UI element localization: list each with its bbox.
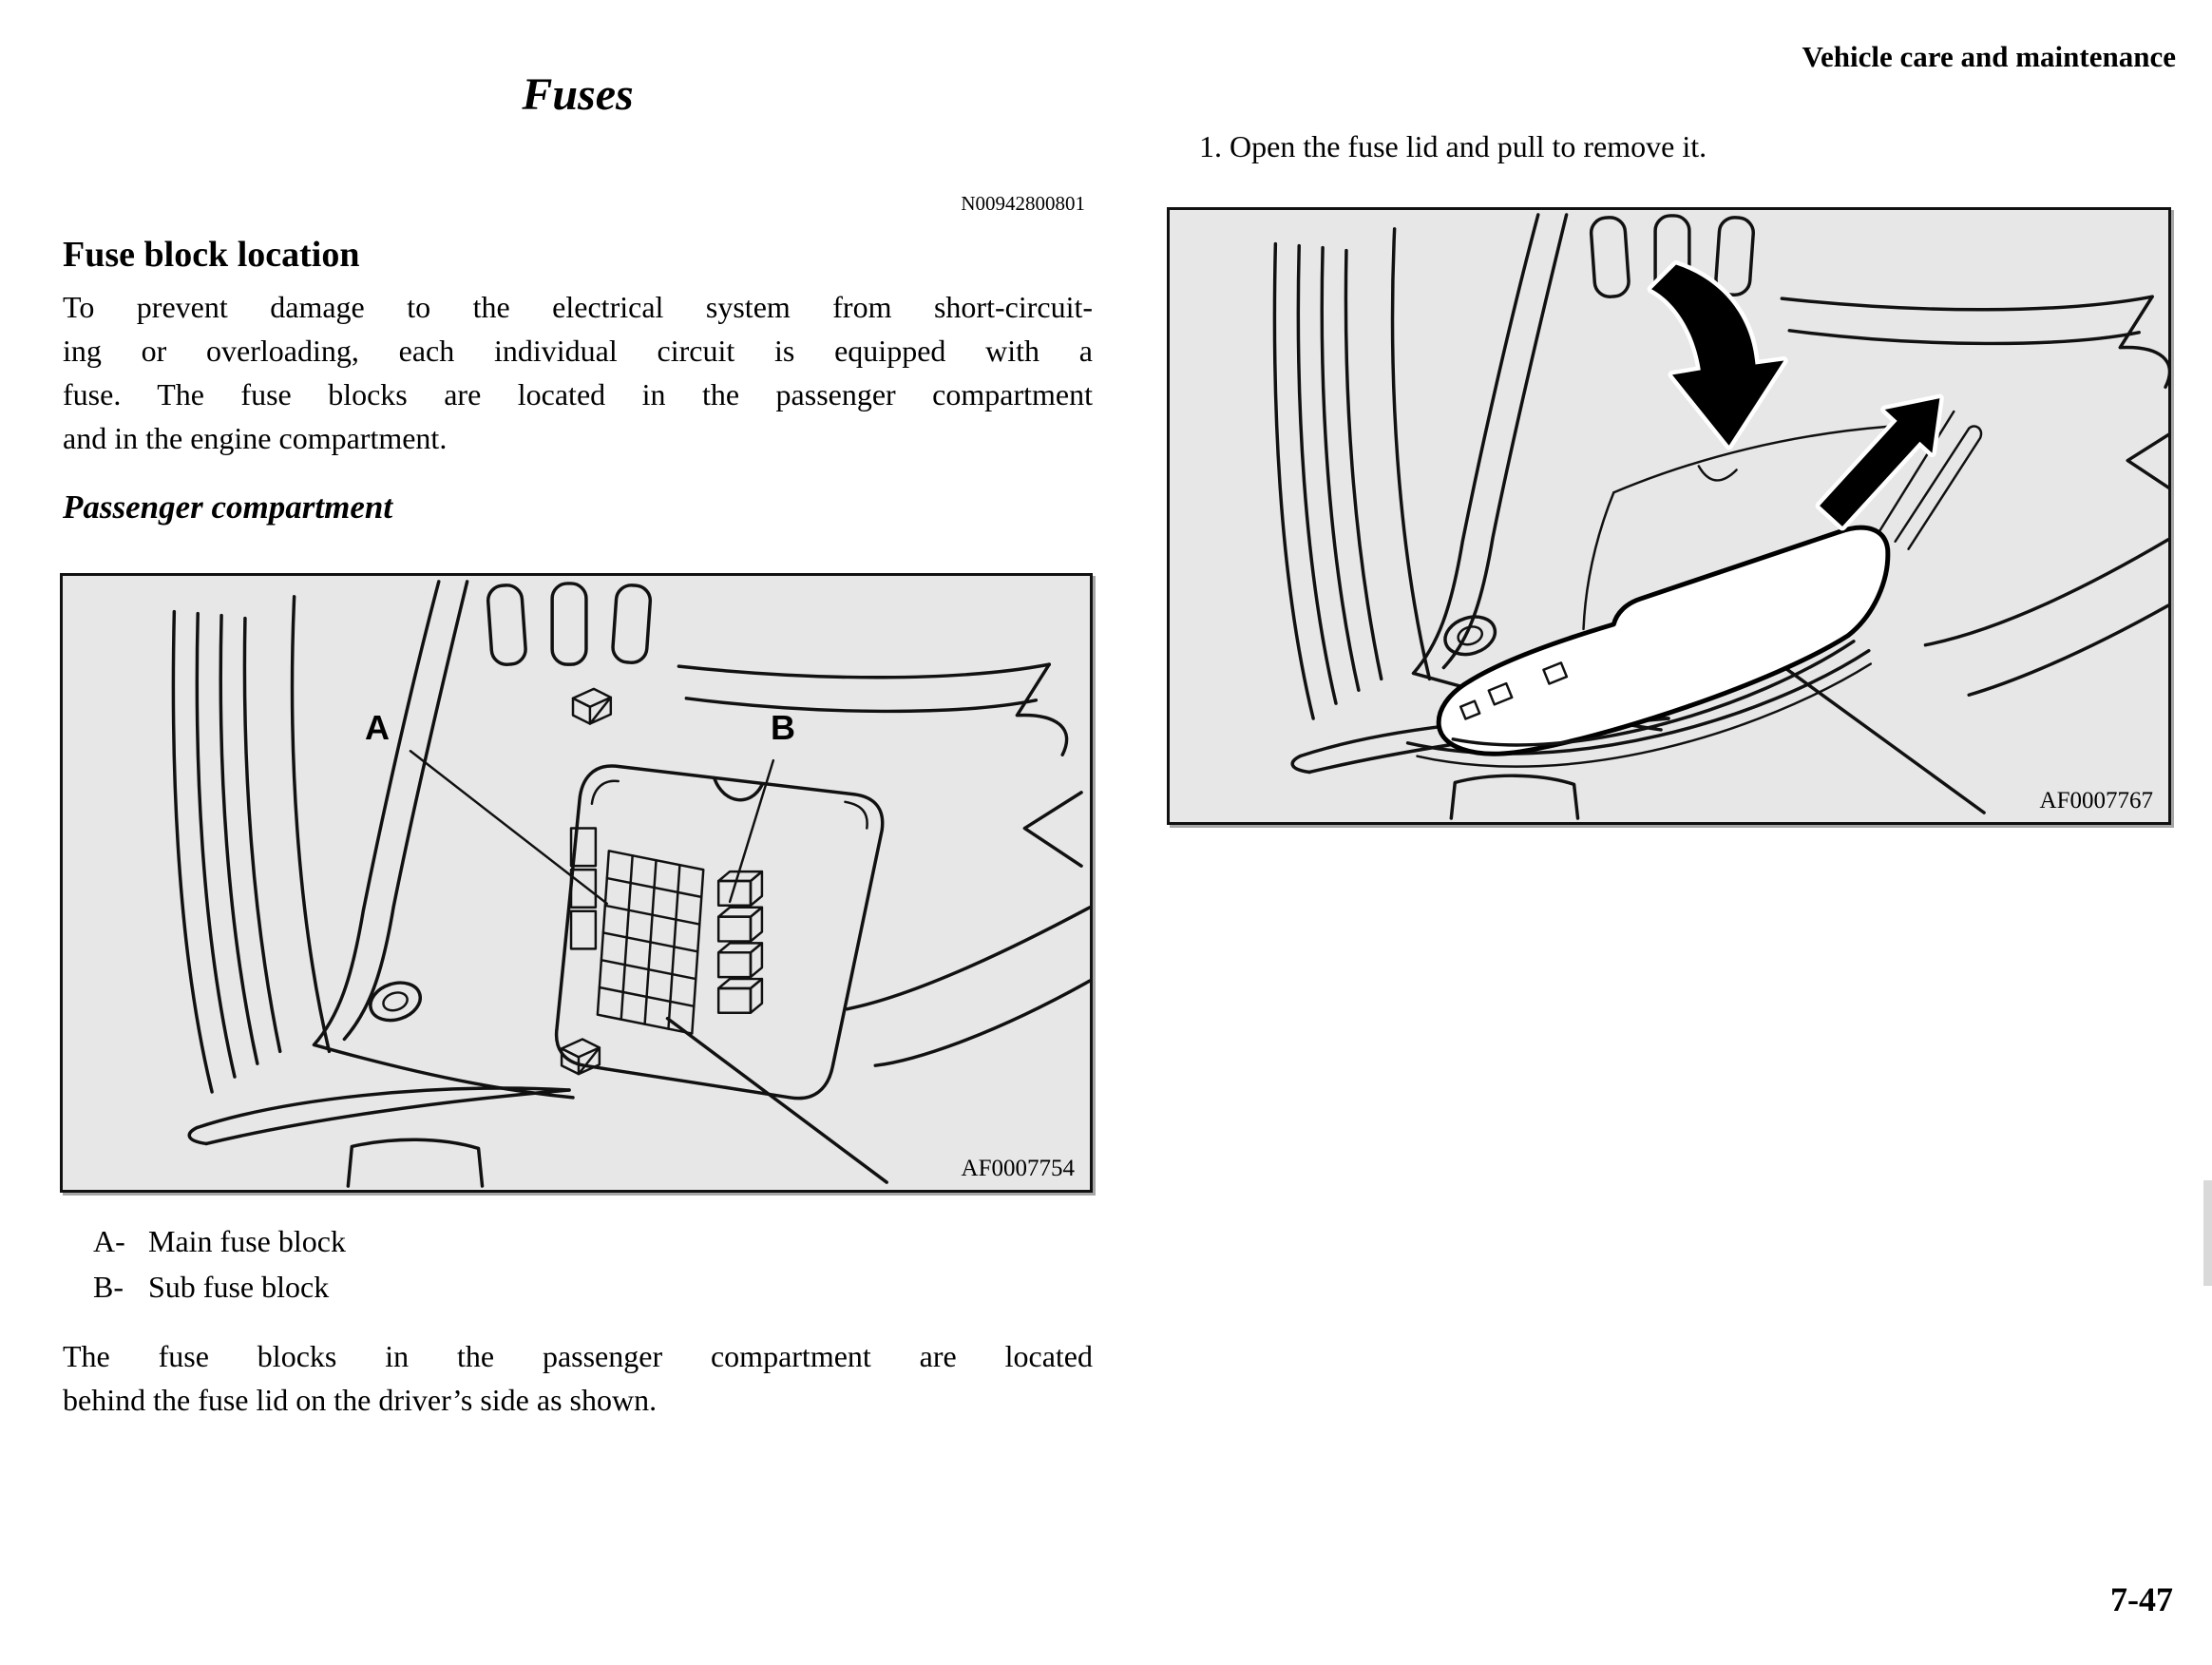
callout-item (93, 1264, 346, 1310)
figure-code: AF0007767 (2039, 788, 2153, 813)
page-number: 7-47 (2110, 1580, 2173, 1618)
figure-label-b: B (771, 708, 795, 747)
callout-key: B- (93, 1270, 124, 1304)
callout-item (93, 1218, 346, 1264)
callout-key: A- (93, 1224, 125, 1258)
dashboard-line-art (63, 576, 1090, 1190)
paragraph-line: fuse. The fuse blocks are located in the passenger compartment (63, 377, 1093, 411)
chapter-edge-tab (2203, 1180, 2212, 1286)
section-header: Vehicle care and maintenance (1802, 40, 2176, 73)
figure-callout-list (93, 1218, 346, 1310)
reference-code: N00942800801 (961, 192, 1085, 215)
paragraph-line: behind the fuse lid on the driver’s side as shown. (63, 1383, 658, 1417)
figure-passenger-compartment (60, 573, 1093, 1193)
callout-label: Main fuse block (148, 1224, 346, 1258)
callout-label: Sub fuse block (148, 1270, 330, 1304)
subheading-passenger-compartment: Passenger compartment (63, 488, 393, 526)
pull-direction-arrows (1651, 264, 1939, 526)
outro-paragraph (63, 1334, 1093, 1422)
main-fuse-block-art (598, 851, 703, 1033)
arrow-down (1651, 264, 1783, 445)
sub-fuse-block-art (718, 871, 762, 1013)
paragraph-line: The fuse blocks in the passenger compartment are located (63, 1339, 1093, 1373)
paragraph-line: ing or overloading, each individual circuit is equipped with a (63, 334, 1093, 368)
paragraph-line: To prevent damage to the electrical system from short-circuit- (63, 290, 1093, 324)
intro-paragraph (63, 285, 1093, 460)
figure-label-a: A (365, 708, 390, 747)
figure-code: AF0007754 (961, 1156, 1075, 1181)
dashboard-line-art (1170, 210, 2168, 822)
step-1-instruction: 1. Open the fuse lid and pull to remove it. (1199, 129, 1707, 163)
paragraph-line: and in the engine compartment. (63, 421, 448, 455)
figure-fuse-lid-removal (1167, 207, 2171, 825)
page-title: Fuses (522, 69, 634, 120)
heading-fuse-block-location: Fuse block location (63, 235, 360, 275)
